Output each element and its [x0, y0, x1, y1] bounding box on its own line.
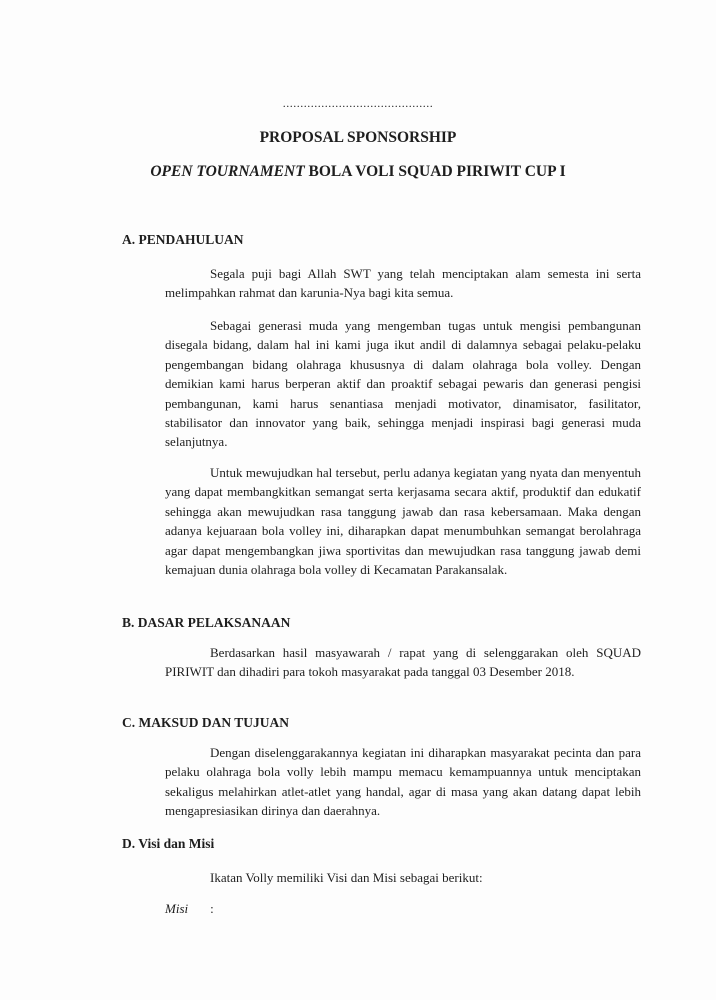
paragraph: Sebagai generasi muda yang mengemban tugas untuk mengisi pembangunan disegala bidang, dalam hal ini kami juga ikut andil di dalamnya sebagai pelaku-pelaku pengembangan bidang olahraga khususnya di dalam olahraga bola volley. Dengan demikian kami harus berperan aktif dan proaktif sebagai pewaris dan generasi pengisi pembangunan, kami harus senantiasa menjadi motivator, dinamisator, fasilitator, stabilisator dan innovator yang baik, sehingga menjadi inspirasi bagi generasi muda selanjutnya.: [165, 318, 641, 450]
paragraph: Ikatan Volly memiliki Visi dan Misi sebagai berikut:: [210, 870, 483, 885]
document-title: PROPOSAL SPONSORSHIP: [259, 129, 457, 146]
misi-colon: :: [210, 901, 214, 916]
paragraph: Dengan diselenggarakannya kegiatan ini diharapkan masyarakat pecinta dan para pelaku olahraga bola volly lebih mampu memacu kemampuannya untuk menciptakan sekaligus melahirkan atlet-atlet yang handal, agar di masa yang akan datang dapat lebih mengapresiasikan dirinya dan daerahnya.: [165, 745, 641, 819]
section-heading-visi-dan-misi: D. Visi dan Misi: [122, 836, 215, 851]
section-heading-maksud-dan-tujuan: C. MAKSUD DAN TUJUAN: [122, 715, 290, 730]
misi-label: Misi: [165, 901, 189, 916]
paragraph: Berdasarkan hasil masyawarah / rapat yang di selenggarakan oleh SQUAD PIRIWIT dan dihadiri para tokoh masyarakat pada tanggal 03 Desember 2018.: [165, 645, 641, 680]
section-heading-pendahuluan: A. PENDAHULUAN: [122, 232, 244, 247]
subtitle-rest: BOLA VOLI SQUAD PIRIWIT CUP I: [304, 163, 566, 180]
document-subtitle: [0, 162, 716, 182]
section-heading-dasar-pelaksanaan: B. DASAR PELAKSANAAN: [122, 615, 291, 630]
paragraph: Untuk mewujudkan hal tersebut, perlu adanya kegiatan yang nyata dan menyentuh yang dapat membangkitkan semangat serta kerjasama secara aktif, produktif dan edukatif sehingga akan mewujudkan rasa tanggung jawab dan rasa kebersamaan. Maka dengan adanya kejuaraan bola volley ini, diharapkan dapat menumbuhkan semangat berolahraga agar dapat mengembangkan jiwa sportivitas dan mewujudkan rasa tanggung jawab demi kemajuan dunia olahraga bola volley di Kecamatan Parakansalak.: [165, 465, 641, 578]
paragraph: Segala puji bagi Allah SWT yang telah menciptakan alam semesta ini serta melimpahkan rahmat dan karunia-Nya bagi kita semua.: [165, 266, 641, 301]
dotted-line: ...........................................: [282, 96, 434, 110]
subtitle-italic: OPEN TOURNAMENT: [150, 163, 305, 180]
misi-line: [165, 900, 214, 918]
